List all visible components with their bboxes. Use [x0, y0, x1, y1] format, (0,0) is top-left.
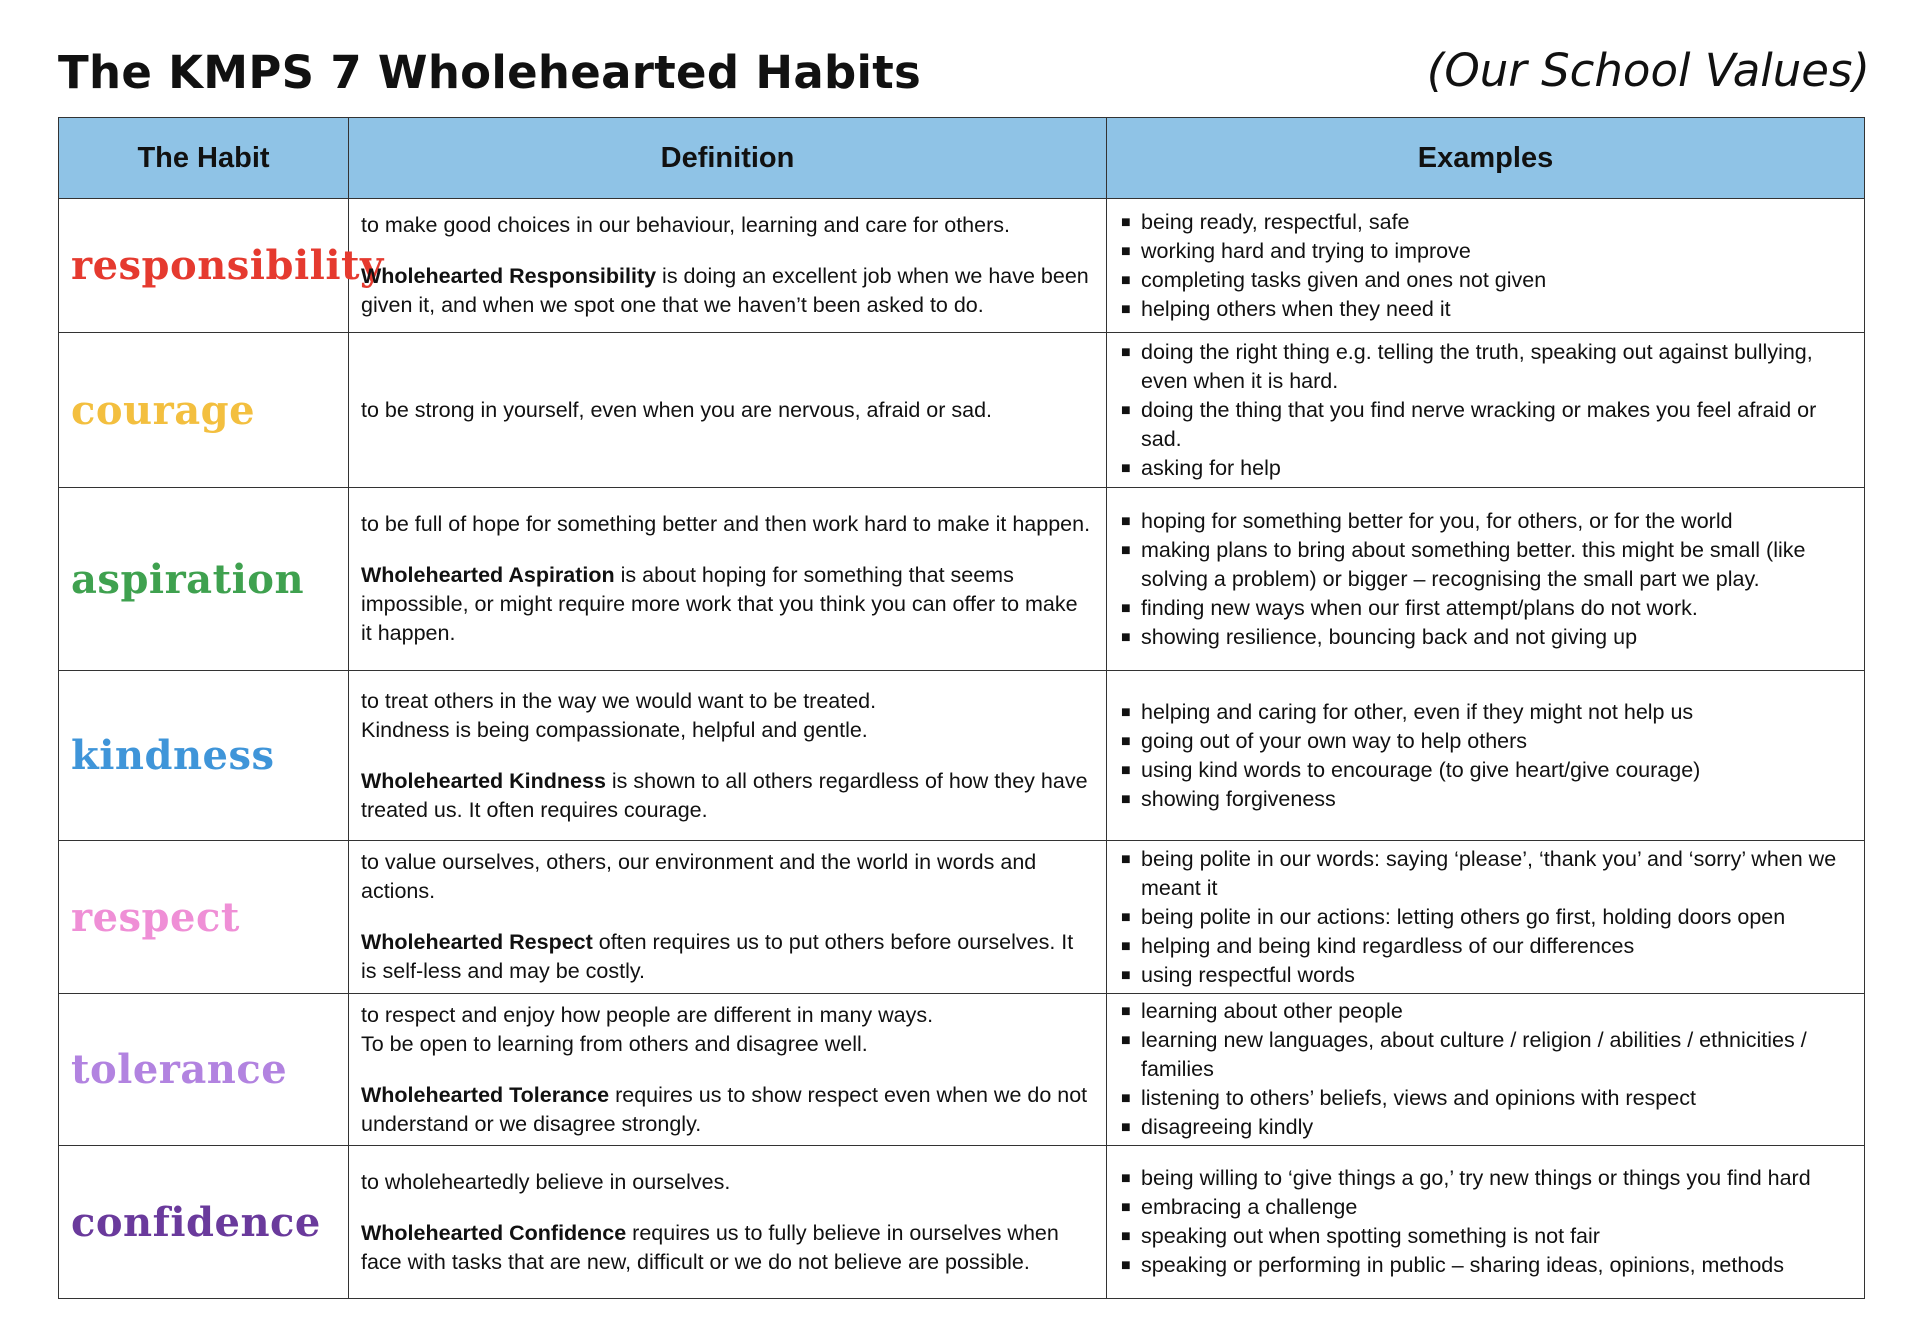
example-item [1121, 1164, 1852, 1193]
example-text: going out of your own way to help others [1141, 728, 1528, 753]
example-text: helping others when they need it [1141, 296, 1451, 321]
habit-row-courage [59, 333, 1865, 488]
wholehearted-text: requires us to fully believe in ourselves when face with tasks that are new, difficult or we do not believe are possible. [361, 1220, 1059, 1274]
examples-list [1121, 338, 1852, 483]
habit-row-aspiration [59, 488, 1865, 671]
example-text: being polite in our words: saying ‘please’, ‘thank you’ and ‘sorry’ when we meant it [1141, 846, 1837, 900]
definition-text: to be full of hope for something better and then work hard to make it happen. [361, 512, 1091, 536]
examples-list [1121, 507, 1852, 652]
bullet-icon: ■ [1121, 790, 1131, 808]
bullet-icon: ■ [1121, 300, 1131, 318]
example-item [1121, 594, 1852, 623]
example-item [1121, 295, 1852, 324]
habit-name: respect [59, 841, 349, 994]
example-text: working hard and trying to improve [1141, 238, 1471, 263]
definition-line: to respect and enjoy how people are different in many ways. [361, 1002, 934, 1027]
example-text: disagreeing kindly [1141, 1115, 1314, 1139]
examples-list [1121, 698, 1852, 814]
example-item [1121, 932, 1852, 961]
habit-name: confidence [59, 1146, 349, 1299]
habit-name: courage [59, 333, 349, 488]
example-item [1121, 1222, 1852, 1251]
bullet-icon: ■ [1121, 1090, 1131, 1107]
example-item [1121, 1084, 1852, 1113]
definition-text [361, 1001, 1094, 1059]
wholehearted-paragraph [361, 928, 1094, 986]
habit-examples [1107, 671, 1865, 841]
habit-definition [349, 994, 1107, 1146]
wholehearted-text: often requires us to put others before ourselves. It is self-less and may be costly. [361, 930, 1074, 983]
header-definition: Definition [349, 118, 1107, 199]
example-item [1121, 1251, 1852, 1280]
bullet-icon: ■ [1121, 343, 1131, 361]
habit-examples [1107, 333, 1865, 488]
example-text: showing forgiveness [1141, 786, 1336, 811]
habit-examples [1107, 488, 1865, 671]
wholehearted-paragraph [361, 1219, 1094, 1277]
example-text: helping and being kind regardless of our differences [1141, 933, 1635, 958]
bullet-icon: ■ [1121, 541, 1131, 559]
example-item [1121, 338, 1852, 396]
bullet-icon: ■ [1121, 1257, 1131, 1274]
bullet-icon: ■ [1121, 1170, 1131, 1187]
example-text: asking for help [1141, 455, 1281, 480]
example-text: embracing a challenge [1141, 1195, 1358, 1219]
habit-name: aspiration [59, 488, 349, 671]
header-row [59, 118, 1865, 199]
examples-list [1121, 1164, 1852, 1280]
example-item [1121, 536, 1852, 594]
example-text: finding new ways when our first attempt/plans do not work. [1141, 595, 1698, 620]
example-item [1121, 785, 1852, 814]
example-text: doing the thing that you find nerve wracking or makes you feel afraid or sad. [1141, 397, 1817, 451]
example-text: learning about other people [1141, 999, 1403, 1023]
habit-definition [349, 199, 1107, 333]
habit-definition [349, 488, 1107, 671]
examples-list [1121, 997, 1852, 1142]
example-item [1121, 396, 1852, 454]
wholehearted-label: Wholehearted Responsibility [361, 264, 657, 288]
habit-examples [1107, 1146, 1865, 1299]
bullet-icon: ■ [1121, 1119, 1131, 1136]
bullet-icon: ■ [1121, 1003, 1131, 1020]
definition-text: to wholeheartedly believe in ourselves. [361, 1169, 731, 1194]
example-item [1121, 266, 1852, 295]
wholehearted-text: is about hoping for something that seems impossible, or might require more work that you think you can offer to make it happen. [361, 563, 1078, 645]
wholehearted-label: Wholehearted Tolerance [361, 1082, 610, 1107]
example-text: learning new languages, about culture / religion / abilities / ethnicities / families [1141, 1028, 1807, 1081]
wholehearted-label: Wholehearted Respect [361, 930, 593, 954]
page-title: The KMPS 7 Wholehearted Habits [58, 46, 922, 99]
values-table [58, 117, 1865, 1299]
example-text: being willing to ‘give things a go,’ try new things or things you find hard [1141, 1166, 1811, 1190]
wholehearted-text: requires us to show respect even when we do not understand or we disagree strongly. [361, 1082, 1088, 1136]
habit-examples [1107, 199, 1865, 333]
example-text: making plans to bring about something better. this might be small (like solving a problem) or bigger – recognising the small part we play. [1141, 537, 1806, 591]
habit-name: tolerance [59, 994, 349, 1146]
definition-text: to be strong in yourself, even when you are nervous, afraid or sad. [361, 397, 993, 422]
habit-row-kindness [59, 671, 1865, 841]
bullet-icon: ■ [1121, 213, 1131, 231]
wholehearted-paragraph [361, 767, 1094, 825]
bullet-icon: ■ [1121, 401, 1131, 419]
example-text: doing the right thing e.g. telling the truth, speaking out against bullying, even when it is hard. [1141, 339, 1813, 393]
example-item [1121, 623, 1852, 652]
wholehearted-paragraph [361, 561, 1094, 648]
bullet-icon: ■ [1121, 966, 1131, 984]
example-item [1121, 698, 1852, 727]
example-text: helping and caring for other, even if they might not help us [1141, 699, 1694, 724]
example-text: completing tasks given and ones not given [1141, 267, 1547, 292]
wholehearted-label: Wholehearted Confidence [361, 1220, 627, 1245]
example-item [1121, 1113, 1852, 1142]
definition-line: to treat others in the way we would want to be treated. [361, 688, 877, 713]
header-habit: The Habit [59, 118, 349, 199]
example-text: speaking or performing in public – sharing ideas, opinions, methods [1141, 1253, 1784, 1277]
bullet-icon: ■ [1121, 1199, 1131, 1216]
bullet-icon: ■ [1121, 512, 1131, 530]
example-item [1121, 507, 1852, 536]
habit-name: kindness [59, 671, 349, 841]
example-item [1121, 237, 1852, 266]
bullet-icon: ■ [1121, 628, 1131, 646]
examples-list [1121, 208, 1852, 324]
example-item [1121, 903, 1852, 932]
habit-row-tolerance [59, 994, 1865, 1146]
example-item [1121, 756, 1852, 785]
habit-definition [349, 333, 1107, 488]
wholehearted-text: is doing an excellent job when we have been given it, and when we spot one that we haven’t been asked to do. [361, 264, 1089, 317]
wholehearted-paragraph [361, 1081, 1094, 1139]
bullet-icon: ■ [1121, 1032, 1131, 1049]
header-examples: Examples [1107, 118, 1865, 199]
example-item [1121, 961, 1852, 990]
example-text: showing resilience, bouncing back and not giving up [1141, 624, 1638, 649]
example-text: using kind words to encourage (to give heart/give courage) [1141, 757, 1701, 782]
example-item [1121, 454, 1852, 483]
bullet-icon: ■ [1121, 732, 1131, 750]
definition-text: to value ourselves, others, our environment and the world in words and actions. [361, 850, 1037, 903]
wholehearted-text: is shown to all others regardless of how they have treated us. It often requires courage. [361, 768, 1088, 822]
wholehearted-paragraph [361, 262, 1094, 320]
bullet-icon: ■ [1121, 937, 1131, 955]
bullet-icon: ■ [1121, 1228, 1131, 1245]
example-item [1121, 997, 1852, 1026]
example-item [1121, 845, 1852, 903]
examples-list [1121, 845, 1852, 990]
habit-definition [349, 841, 1107, 994]
example-text: using respectful words [1141, 962, 1355, 987]
bullet-icon: ■ [1121, 242, 1131, 260]
example-item [1121, 1193, 1852, 1222]
habit-row-responsibility [59, 199, 1865, 333]
bullet-icon: ■ [1121, 761, 1131, 779]
definition-text: to make good choices in our behaviour, learning and care for others. [361, 213, 1010, 237]
bullet-icon: ■ [1121, 271, 1131, 289]
example-text: hoping for something better for you, for others, or for the world [1141, 508, 1733, 533]
habit-definition [349, 671, 1107, 841]
habit-row-respect [59, 841, 1865, 994]
habit-name: responsibility [59, 199, 349, 333]
definition-text [361, 687, 1094, 745]
page-subtitle: (Our School Values) [1426, 44, 1870, 97]
wholehearted-label: Wholehearted Kindness [361, 768, 606, 793]
example-text: listening to others’ beliefs, views and opinions with respect [1141, 1086, 1696, 1110]
example-text: speaking out when spotting something is not fair [1141, 1224, 1600, 1248]
example-item [1121, 208, 1852, 237]
bullet-icon: ■ [1121, 459, 1131, 477]
habit-examples [1107, 994, 1865, 1146]
definition-line: Kindness is being compassionate, helpful and gentle. [361, 717, 868, 742]
habit-row-confidence [59, 1146, 1865, 1299]
habit-definition [349, 1146, 1107, 1299]
definition-line: To be open to learning from others and disagree well. [361, 1031, 868, 1056]
wholehearted-label: Wholehearted Aspiration [361, 563, 615, 587]
bullet-icon: ■ [1121, 703, 1131, 721]
bullet-icon: ■ [1121, 850, 1131, 868]
bullet-icon: ■ [1121, 908, 1131, 926]
example-item [1121, 727, 1852, 756]
habit-examples [1107, 841, 1865, 994]
bullet-icon: ■ [1121, 599, 1131, 617]
example-item [1121, 1026, 1852, 1084]
example-text: being ready, respectful, safe [1141, 209, 1410, 234]
example-text: being polite in our actions: letting others go first, holding doors open [1141, 904, 1786, 929]
